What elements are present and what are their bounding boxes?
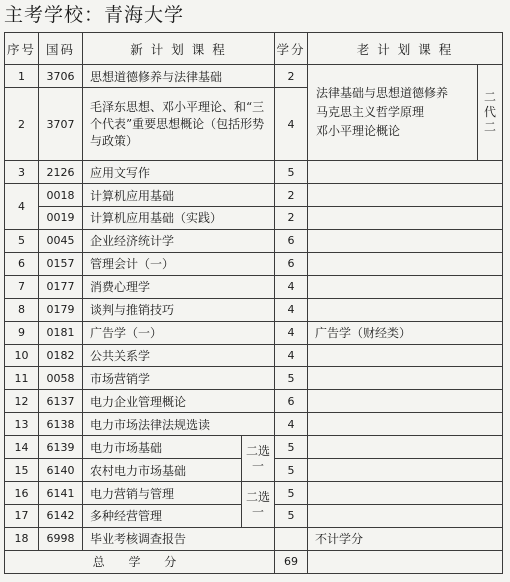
old-plan-cell bbox=[308, 413, 503, 436]
header-code: 国码 bbox=[39, 33, 83, 65]
code-cell: 0177 bbox=[39, 275, 83, 298]
code-cell: 6137 bbox=[39, 390, 83, 413]
course-cell: 公共关系学 bbox=[83, 344, 275, 367]
code-cell: 0058 bbox=[39, 367, 83, 390]
seq-cell: 9 bbox=[5, 321, 39, 344]
credits-cell: 2 bbox=[275, 65, 308, 88]
old-plan-cell bbox=[308, 184, 503, 207]
seq-cell: 12 bbox=[5, 390, 39, 413]
course-cell: 消费心理学 bbox=[83, 275, 275, 298]
header-old-plan: 老 计 划 课 程 bbox=[308, 33, 503, 65]
credits-cell: 4 bbox=[275, 413, 308, 436]
header-seq: 序号 bbox=[5, 33, 39, 65]
course-cell: 思想道德修养与法律基础 bbox=[83, 65, 275, 88]
old-plan-cell bbox=[308, 229, 503, 252]
old-plan-cell bbox=[308, 436, 503, 459]
page-title: 主考学校：青海大学 bbox=[4, 4, 185, 26]
credits-cell bbox=[275, 527, 308, 550]
table-row bbox=[5, 65, 503, 88]
code-cell: 0179 bbox=[39, 298, 83, 321]
total-value: 69 bbox=[275, 550, 308, 573]
seq-cell: 4 bbox=[5, 184, 39, 230]
table-row bbox=[5, 482, 503, 505]
course-cell: 应用文写作 bbox=[83, 161, 275, 184]
code-cell: 0182 bbox=[39, 344, 83, 367]
old-plan-cell bbox=[308, 505, 503, 528]
old-plan-ad-cell: 广告学（财经类） bbox=[308, 321, 503, 344]
credits-cell: 4 bbox=[275, 298, 308, 321]
course-cell: 计算机应用基础 bbox=[83, 184, 275, 207]
course-cell: 电力市场基础 bbox=[83, 436, 242, 459]
elective-group-label: 二选一 bbox=[242, 436, 275, 482]
code-cell: 6141 bbox=[39, 482, 83, 505]
old-plan-line: 马克思主义哲学原理 bbox=[316, 105, 425, 120]
code-cell: 0181 bbox=[39, 321, 83, 344]
table-row bbox=[5, 252, 503, 275]
code-cell: 0019 bbox=[39, 207, 83, 230]
table-row bbox=[5, 184, 503, 207]
credits-cell: 5 bbox=[275, 482, 308, 505]
code-cell: 6138 bbox=[39, 413, 83, 436]
course-cell: 电力市场法律法规选读 bbox=[83, 413, 275, 436]
seq-cell: 10 bbox=[5, 344, 39, 367]
table-row bbox=[5, 390, 503, 413]
table-row bbox=[5, 344, 503, 367]
total-row bbox=[5, 550, 503, 573]
course-cell: 电力企业管理概论 bbox=[83, 390, 275, 413]
course-cell: 电力营销与管理 bbox=[83, 482, 242, 505]
code-cell: 0157 bbox=[39, 252, 83, 275]
seq-cell: 7 bbox=[5, 275, 39, 298]
code-cell: 0018 bbox=[39, 184, 83, 207]
old-plan-cell bbox=[308, 252, 503, 275]
credits-cell: 5 bbox=[275, 436, 308, 459]
old-plan-line: 邓小平理论概论 bbox=[316, 124, 401, 139]
course-cell: 农村电力市场基础 bbox=[83, 459, 242, 482]
credits-cell: 5 bbox=[275, 459, 308, 482]
credits-cell: 4 bbox=[275, 88, 308, 161]
course-cell: 企业经济统计学 bbox=[83, 229, 275, 252]
seq-cell: 1 bbox=[5, 65, 39, 88]
course-cell: 市场营销学 bbox=[83, 367, 275, 390]
code-cell: 3706 bbox=[39, 65, 83, 88]
code-cell: 6142 bbox=[39, 505, 83, 528]
old-plan-cell bbox=[308, 482, 503, 505]
credits-cell: 4 bbox=[275, 321, 308, 344]
seq-cell: 15 bbox=[5, 459, 39, 482]
seq-cell: 5 bbox=[5, 229, 39, 252]
old-plan-cell bbox=[308, 344, 503, 367]
table-row bbox=[5, 527, 503, 550]
table-row bbox=[5, 207, 503, 230]
old-plan-cell bbox=[308, 275, 503, 298]
course-cell: 计算机应用基础（实践） bbox=[83, 207, 275, 230]
seq-cell: 17 bbox=[5, 505, 39, 528]
code-cell: 6139 bbox=[39, 436, 83, 459]
credits-cell: 5 bbox=[275, 505, 308, 528]
seq-cell: 3 bbox=[5, 161, 39, 184]
course-cell: 毛泽东思想、邓小平理论、和“三个代表”重要思想概论（包括形势与政策） bbox=[83, 88, 275, 161]
table-row bbox=[5, 367, 503, 390]
old-plan-cell bbox=[308, 298, 503, 321]
old-plan-cell bbox=[308, 367, 503, 390]
credits-cell: 6 bbox=[275, 390, 308, 413]
old-plan-cell bbox=[308, 161, 503, 184]
seq-cell: 16 bbox=[5, 482, 39, 505]
course-cell: 谈判与推销技巧 bbox=[83, 298, 275, 321]
seq-cell: 11 bbox=[5, 367, 39, 390]
elective-group-label: 二选一 bbox=[242, 482, 275, 528]
credits-cell: 6 bbox=[275, 229, 308, 252]
seq-cell: 14 bbox=[5, 436, 39, 459]
table-row bbox=[5, 321, 503, 344]
credits-cell: 2 bbox=[275, 207, 308, 230]
header-credits: 学分 bbox=[275, 33, 308, 65]
seq-cell: 6 bbox=[5, 252, 39, 275]
table-row bbox=[5, 298, 503, 321]
old-plan-thesis-cell: 不计学分 bbox=[308, 527, 503, 550]
code-cell: 3707 bbox=[39, 88, 83, 161]
old-plan-cell bbox=[308, 390, 503, 413]
code-cell: 2126 bbox=[39, 161, 83, 184]
course-cell: 管理会计（一） bbox=[83, 252, 275, 275]
old-plan-group-cell bbox=[308, 65, 478, 161]
old-plan-note: 二代二 bbox=[478, 65, 503, 161]
table-row bbox=[5, 436, 503, 459]
credits-cell: 2 bbox=[275, 184, 308, 207]
credits-cell: 5 bbox=[275, 161, 308, 184]
seq-cell: 2 bbox=[5, 88, 39, 161]
total-label: 总 学 分 bbox=[5, 550, 275, 573]
course-cell: 毕业考核调查报告 bbox=[83, 527, 275, 550]
old-plan-line: 法律基础与思想道德修养 bbox=[316, 86, 449, 101]
table-row bbox=[5, 275, 503, 298]
old-plan-cell bbox=[308, 207, 503, 230]
credits-cell: 4 bbox=[275, 275, 308, 298]
seq-cell: 13 bbox=[5, 413, 39, 436]
table-row bbox=[5, 161, 503, 184]
course-cell: 多种经营管理 bbox=[83, 505, 242, 528]
seq-cell: 8 bbox=[5, 298, 39, 321]
old-plan-cell bbox=[308, 550, 503, 573]
credits-cell: 4 bbox=[275, 344, 308, 367]
code-cell: 6998 bbox=[39, 527, 83, 550]
table-row bbox=[5, 413, 503, 436]
code-cell: 0045 bbox=[39, 229, 83, 252]
code-cell: 6140 bbox=[39, 459, 83, 482]
seq-cell: 18 bbox=[5, 527, 39, 550]
course-table bbox=[4, 32, 503, 574]
old-plan-cell bbox=[308, 459, 503, 482]
table-header bbox=[5, 33, 503, 65]
credits-cell: 5 bbox=[275, 367, 308, 390]
header-new-plan: 新 计 划 课 程 bbox=[83, 33, 275, 65]
credits-cell: 6 bbox=[275, 252, 308, 275]
table-row bbox=[5, 229, 503, 252]
course-cell: 广告学（一） bbox=[83, 321, 275, 344]
